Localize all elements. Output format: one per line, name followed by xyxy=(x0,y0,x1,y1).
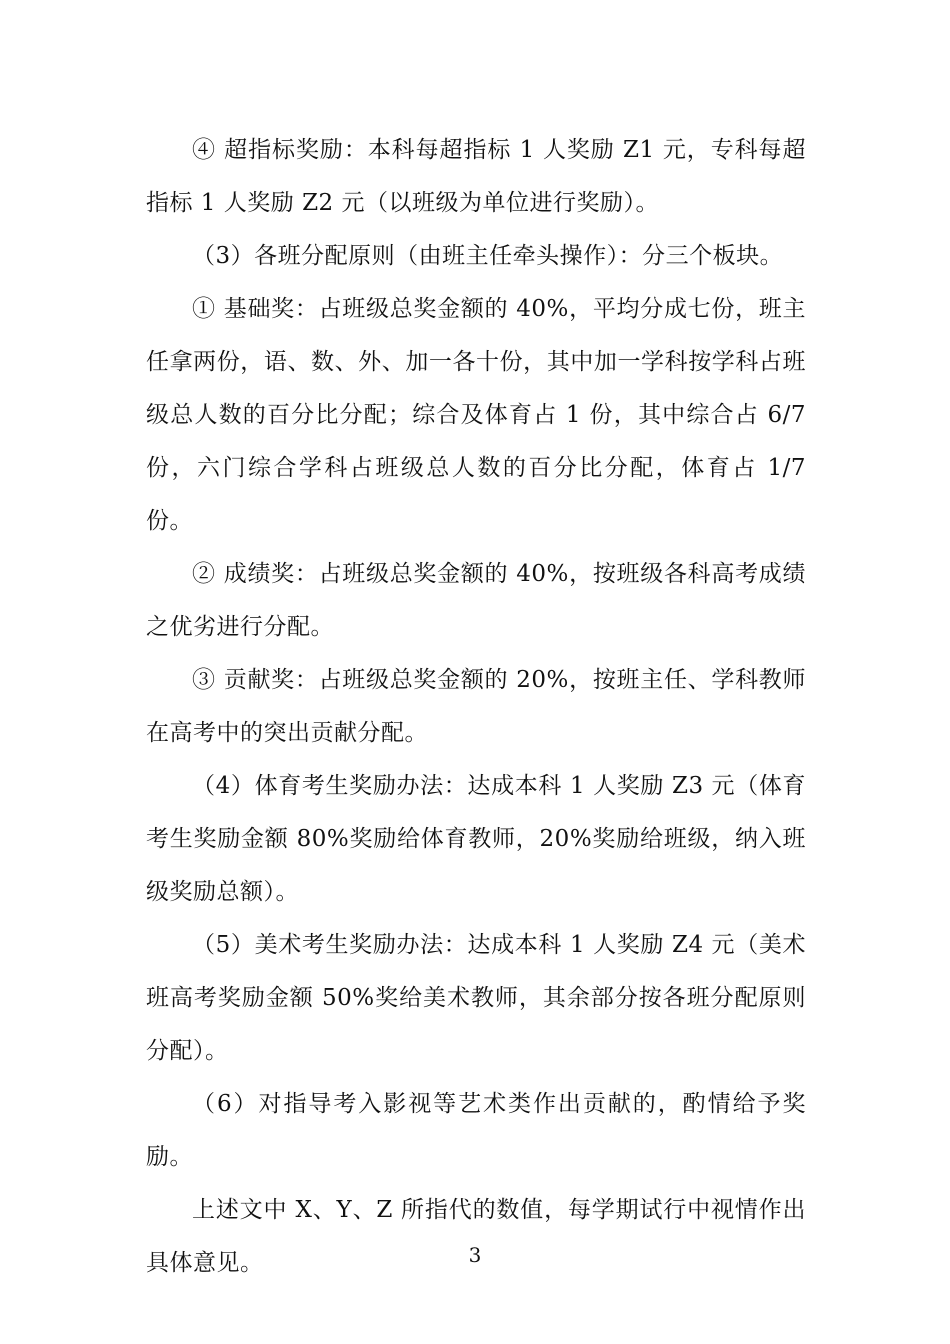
paragraph-sports-students-reward: （4）体育考生奖励办法：达成本科 1 人奖励 Z3 元（体育考生奖励金额 80%奖励给体育教师，20%奖励给班级，纳入班级奖励总额）。 xyxy=(146,773,807,905)
paragraph-contribution-award: ③ 贡献奖：占班级总奖金额的 20%，按班主任、学科教师在高考中的突出贡献分配。 xyxy=(146,667,806,746)
page-number: 3 xyxy=(468,1243,482,1267)
paragraph-art-students-reward: （5）美术考生奖励办法：达成本科 1 人奖励 Z4 元（美术班高考奖励金额 50%奖给美术教师，其余部分按各班分配原则分配）。 xyxy=(146,932,807,1064)
paragraph-score-award: ② 成绩奖：占班级总奖金额的 40%，按班级各科高考成绩之优劣进行分配。 xyxy=(146,561,806,640)
paragraph-class-distribution-principle: （3）各班分配原则（由班主任牵头操作）：分三个板块。 xyxy=(192,243,784,269)
paragraph-xyz-note: 上述文中 X、Y、Z 所指代的数值，每学期试行中视情作出具体意见。 xyxy=(146,1197,806,1276)
paragraph-film-art-reward: （6）对指导考入影视等艺术类作出贡献的，酌情给予奖励。 xyxy=(146,1091,806,1170)
paragraph-basic-award: ① 基础奖：占班级总奖金额的 40%，平均分成七份，班主任拿两份，语、数、外、加一各十份，其中加一学科按学科占班级总人数的百分比分配；综合及体育占 1 份，其中综合占 6/7 份，六门综合学科占班级总人数的百分比分配，体育占 1/7 份。 xyxy=(146,296,806,534)
document-body xyxy=(146,124,806,1290)
paragraph-over-target-reward: ④ 超指标奖励：本科每超指标 1 人奖励 Z1 元，专科每超指标 1 人奖励 Z2 元（以班级为单位进行奖励）。 xyxy=(146,137,806,216)
